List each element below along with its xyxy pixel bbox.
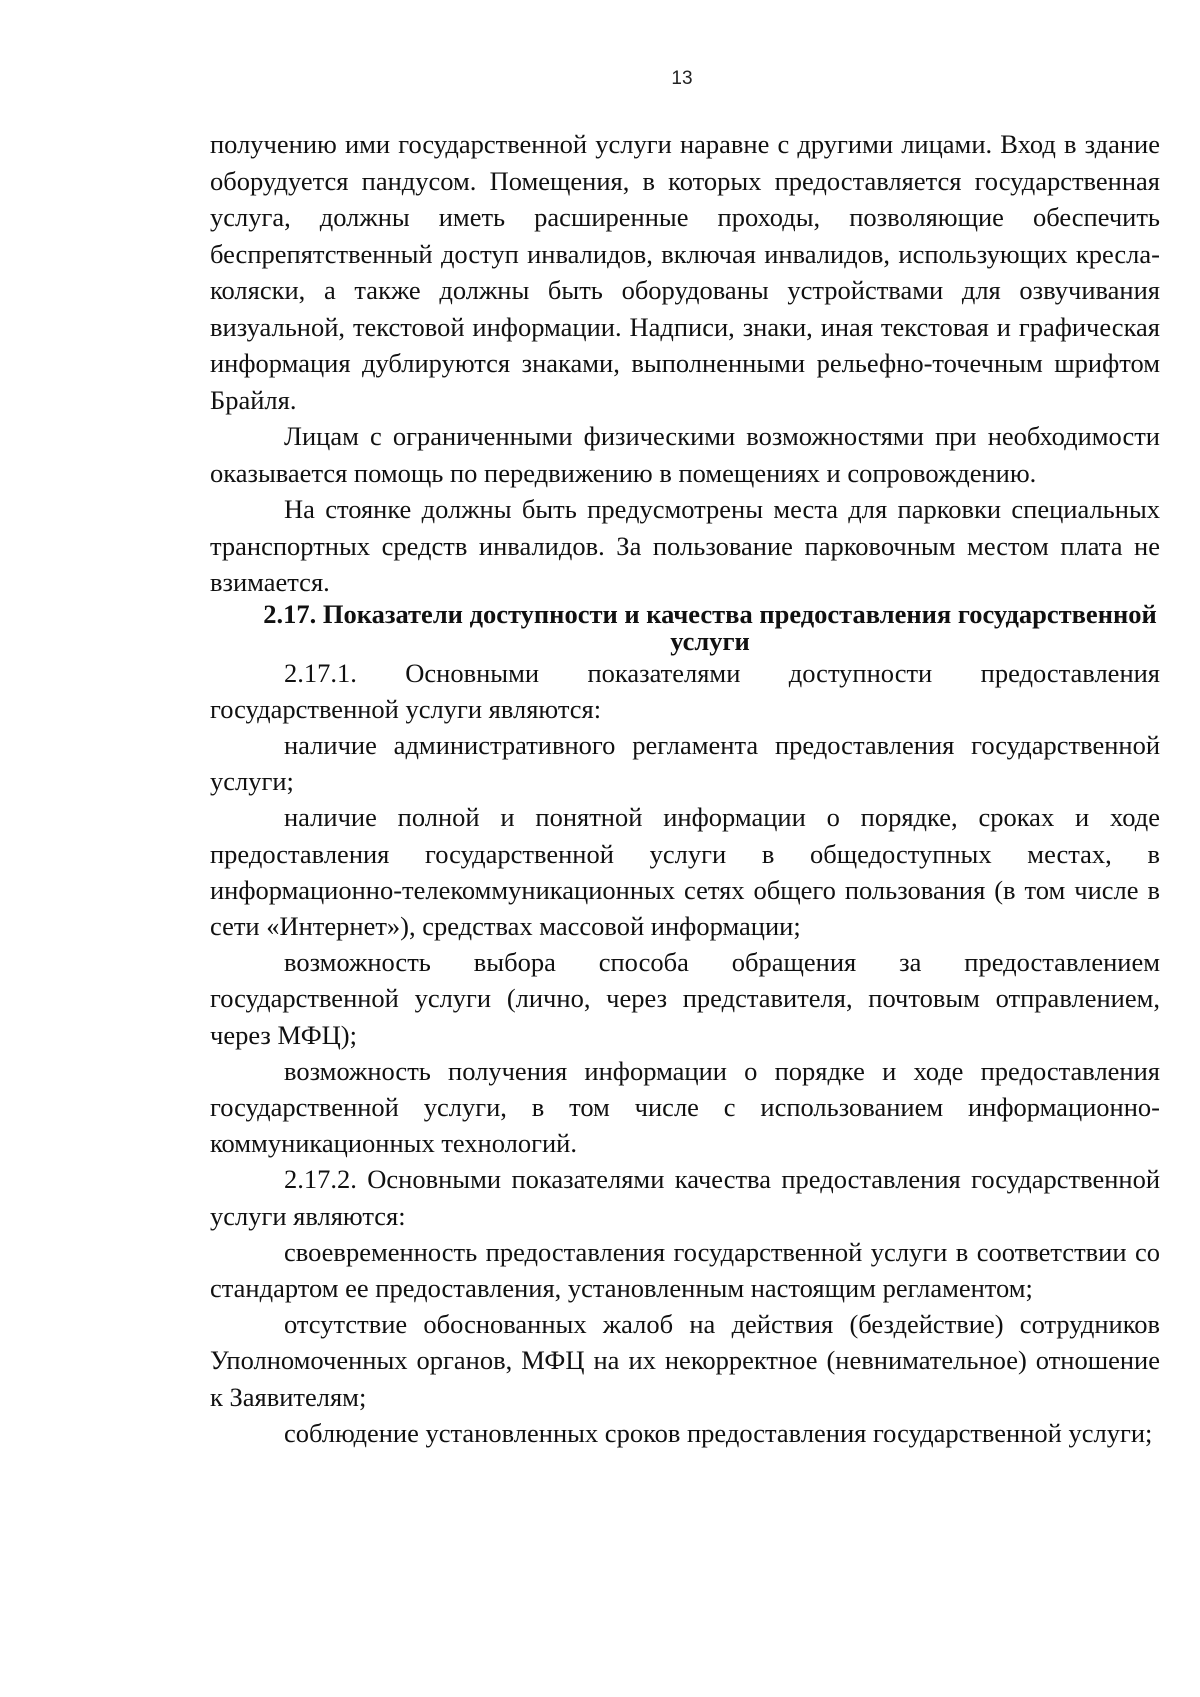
paragraph-availability-indicators: 2.17.1. Основными показателями доступности предоставления государственной услуги являются:: [210, 657, 1160, 724]
paragraph-assistance: Лицам с ограниченными физическими возможностями при необходимости оказывается помощь по передвижению в помещениях и сопровождению.: [210, 421, 1160, 488]
list-item: наличие полной и понятной информации о порядке, сроках и ходе предоставления государственной услуги в общедоступных местах, в информационно-телекоммуникационных сетях общего пользования (в том числе в сети «Интернет»), средствах массовой информации;: [210, 802, 1160, 941]
list-item: своевременность предоставления государственной услуги в соответствии со стандартом ее предоставления, установленным настоящим регламентом;: [210, 1236, 1160, 1303]
section-body: [210, 655, 1160, 1451]
list-item: отсутствие обоснованных жалоб на действия (бездействие) сотрудников Уполномоченных органов, МФЦ на их некорректное (невнимательное) отношение к Заявителям;: [210, 1309, 1160, 1412]
document-body: [210, 126, 1160, 1451]
list-item: возможность выбора способа обращения за предоставлением государственной услуги (лично, через представителя, почтовым отправлением, через МФЦ);: [210, 947, 1160, 1050]
paragraph-parking: На стоянке должны быть предусмотрены места для парковки специальных транспортных средств инвалидов. За пользование парковочным местом плата не взимается.: [210, 494, 1160, 597]
paragraph-accessibility-building: получению ими государственной услуги наравне с другими лицами. Вход в здание оборудуется пандусом. Помещения, в которых предоставляется государственная услуга, должны иметь расширенные проходы, позволяющие обеспечить беспрепятственный доступ инвалидов, включая инвалидов, использующих кресла-коляски, а также должны быть оборудованы устройствами для озвучивания визуальной, текстовой информации. Надписи, знаки, иная текстовая и графическая информация дублируются знаками, выполненными рельефно-точечным шрифтом Брайля.: [210, 129, 1160, 415]
paragraph-quality-indicators: 2.17.2. Основными показателями качества предоставления государственной услуги являются:: [210, 1164, 1160, 1231]
list-item: соблюдение установленных сроков предоставления государственной услуги;: [284, 1417, 1153, 1448]
section-heading: 2.17. Показатели доступности и качества предоставления государственной услуги: [263, 598, 1157, 656]
list-item: наличие административного регламента предоставления государственной услуги;: [210, 729, 1160, 797]
page-number: 13: [671, 68, 693, 89]
list-item: возможность получения информации о порядке и ходе предоставления государственной услуги, в том числе с использованием информационно-коммуникационных технологий.: [210, 1055, 1160, 1159]
